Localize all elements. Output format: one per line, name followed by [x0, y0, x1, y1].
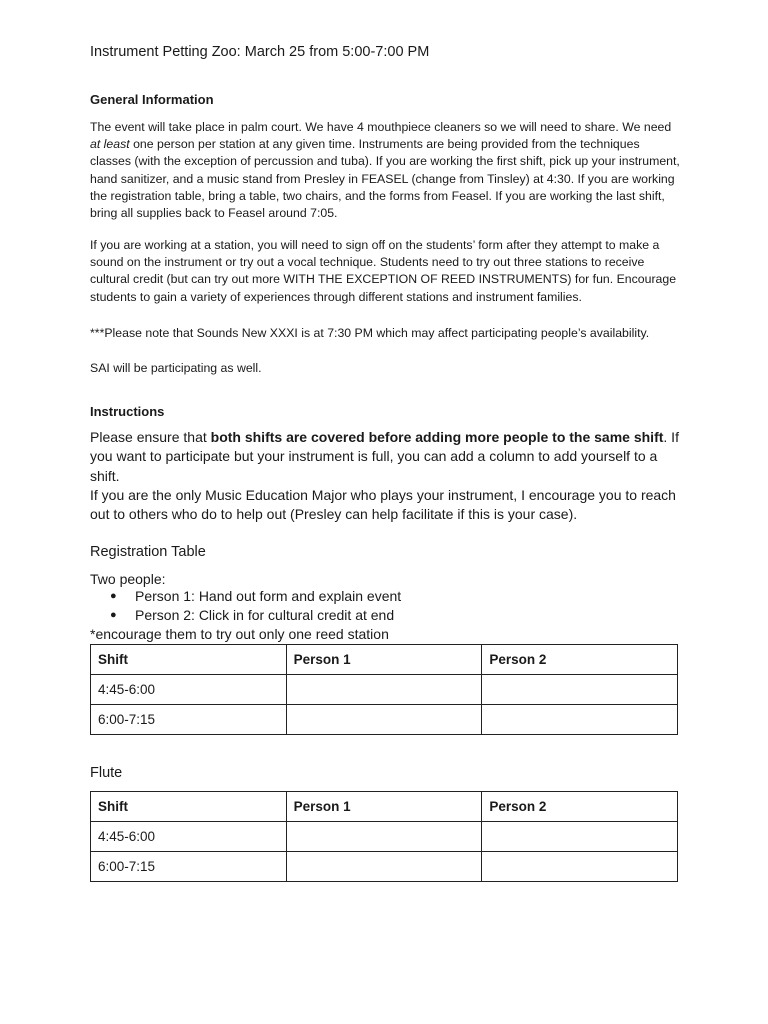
- table-header-row: [91, 792, 678, 822]
- list-item: [108, 587, 401, 606]
- instructions-paragraph-2: If you are the only Music Education Major who plays your instrument, I encourage you to reach out to others who do to help out (Presley can help facilitate if this is your case).: [90, 487, 676, 523]
- column-header-person-1: Person 1: [286, 792, 482, 822]
- document-title: Instrument Petting Zoo: March 25 from 5:00-7:00 PM: [90, 44, 430, 60]
- column-header-shift: Shift: [91, 645, 287, 675]
- bullet-text: Person 2: Click in for cultural credit at end: [135, 607, 395, 623]
- column-header-person-2: Person 2: [482, 792, 678, 822]
- instructions-paragraph-1: [90, 428, 680, 486]
- general-paragraph-2: If you are working at a station, you will need to sign off on the students’ form after they attempt to make a sound on the instrument or try out a vocal technique. Students need to try out three stations to receive cultural credit (but can try out more WITH THE EXCEPTION OF REED INSTRUMENTS) for fun. Encourage students to gain a variety of experiences through different stations and instrument families.: [90, 238, 677, 304]
- table-row: [91, 705, 678, 735]
- table-cell-person-1[interactable]: [286, 852, 482, 882]
- registration-intro: Two people:: [90, 571, 166, 587]
- registration-table-title: Registration Table: [90, 544, 206, 560]
- registration-bullet-list: [108, 587, 401, 625]
- table-cell-shift: 4:45-6:00: [91, 675, 287, 705]
- flute-shift-table: [90, 791, 678, 882]
- bullet-icon: ●: [110, 609, 117, 621]
- table-cell-shift: 6:00-7:15: [91, 852, 287, 882]
- table-cell-person-2[interactable]: [482, 822, 678, 852]
- table-header-row: [91, 645, 678, 675]
- table-cell-shift: 4:45-6:00: [91, 822, 287, 852]
- table-cell-person-1[interactable]: [286, 675, 482, 705]
- table-cell-shift: 6:00-7:15: [91, 705, 287, 735]
- general-paragraph-1: [90, 119, 680, 222]
- general-paragraph-4: SAI will be participating as well.: [90, 361, 262, 375]
- general-p1-text-b: one person per station at any given time. Instruments are being provided from the techniques classes (with the exception of percussion and tuba). If you are working the first shift, pick up your instrument, hand sanitizer, and a music stand from Presley in FEASEL (change from Tinsley) at 4:30. If you are working the registration table, bring a table, two chairs, and the forms from Feasel. If you are working the last shift, bring all supplies back to Feasel around 7:05.: [90, 137, 680, 221]
- column-header-shift: Shift: [91, 792, 287, 822]
- table-row: [91, 822, 678, 852]
- column-header-person-1: Person 1: [286, 645, 482, 675]
- general-p1-text-a: The event will take place in palm court. We have 4 mouthpiece cleaners so we will need to share. We need: [90, 120, 672, 134]
- table-row: [91, 675, 678, 705]
- instructions-heading: Instructions: [90, 404, 165, 419]
- table-cell-person-1[interactable]: [286, 822, 482, 852]
- general-paragraph-3: ***Please note that Sounds New XXXI is at 7:30 PM which may affect participating people’s availability.: [90, 326, 650, 340]
- instructions-p1-text-a: Please ensure that: [90, 429, 211, 445]
- bullet-icon: ●: [110, 590, 117, 602]
- instructions-p1-text-b: . If you want to participate but your instrument is full, you can add a column to add yourself to a shift.: [90, 429, 679, 484]
- column-header-person-2: Person 2: [482, 645, 678, 675]
- table-cell-person-2[interactable]: [482, 675, 678, 705]
- bullet-text: Person 1: Hand out form and explain event: [135, 588, 402, 604]
- table-cell-person-2[interactable]: [482, 705, 678, 735]
- flute-title: Flute: [90, 765, 123, 781]
- list-item: [108, 606, 401, 625]
- table-row: [91, 852, 678, 882]
- registration-note: *encourage them to try out only one reed station: [90, 626, 389, 642]
- table-cell-person-2[interactable]: [482, 852, 678, 882]
- instructions-p1-strong: both shifts are covered before adding more people to the same shift: [210, 429, 664, 445]
- general-p1-emphasis: at least: [90, 137, 130, 152]
- table-cell-person-1[interactable]: [286, 705, 482, 735]
- registration-shift-table: [90, 644, 678, 735]
- general-information-heading: General Information: [90, 92, 214, 107]
